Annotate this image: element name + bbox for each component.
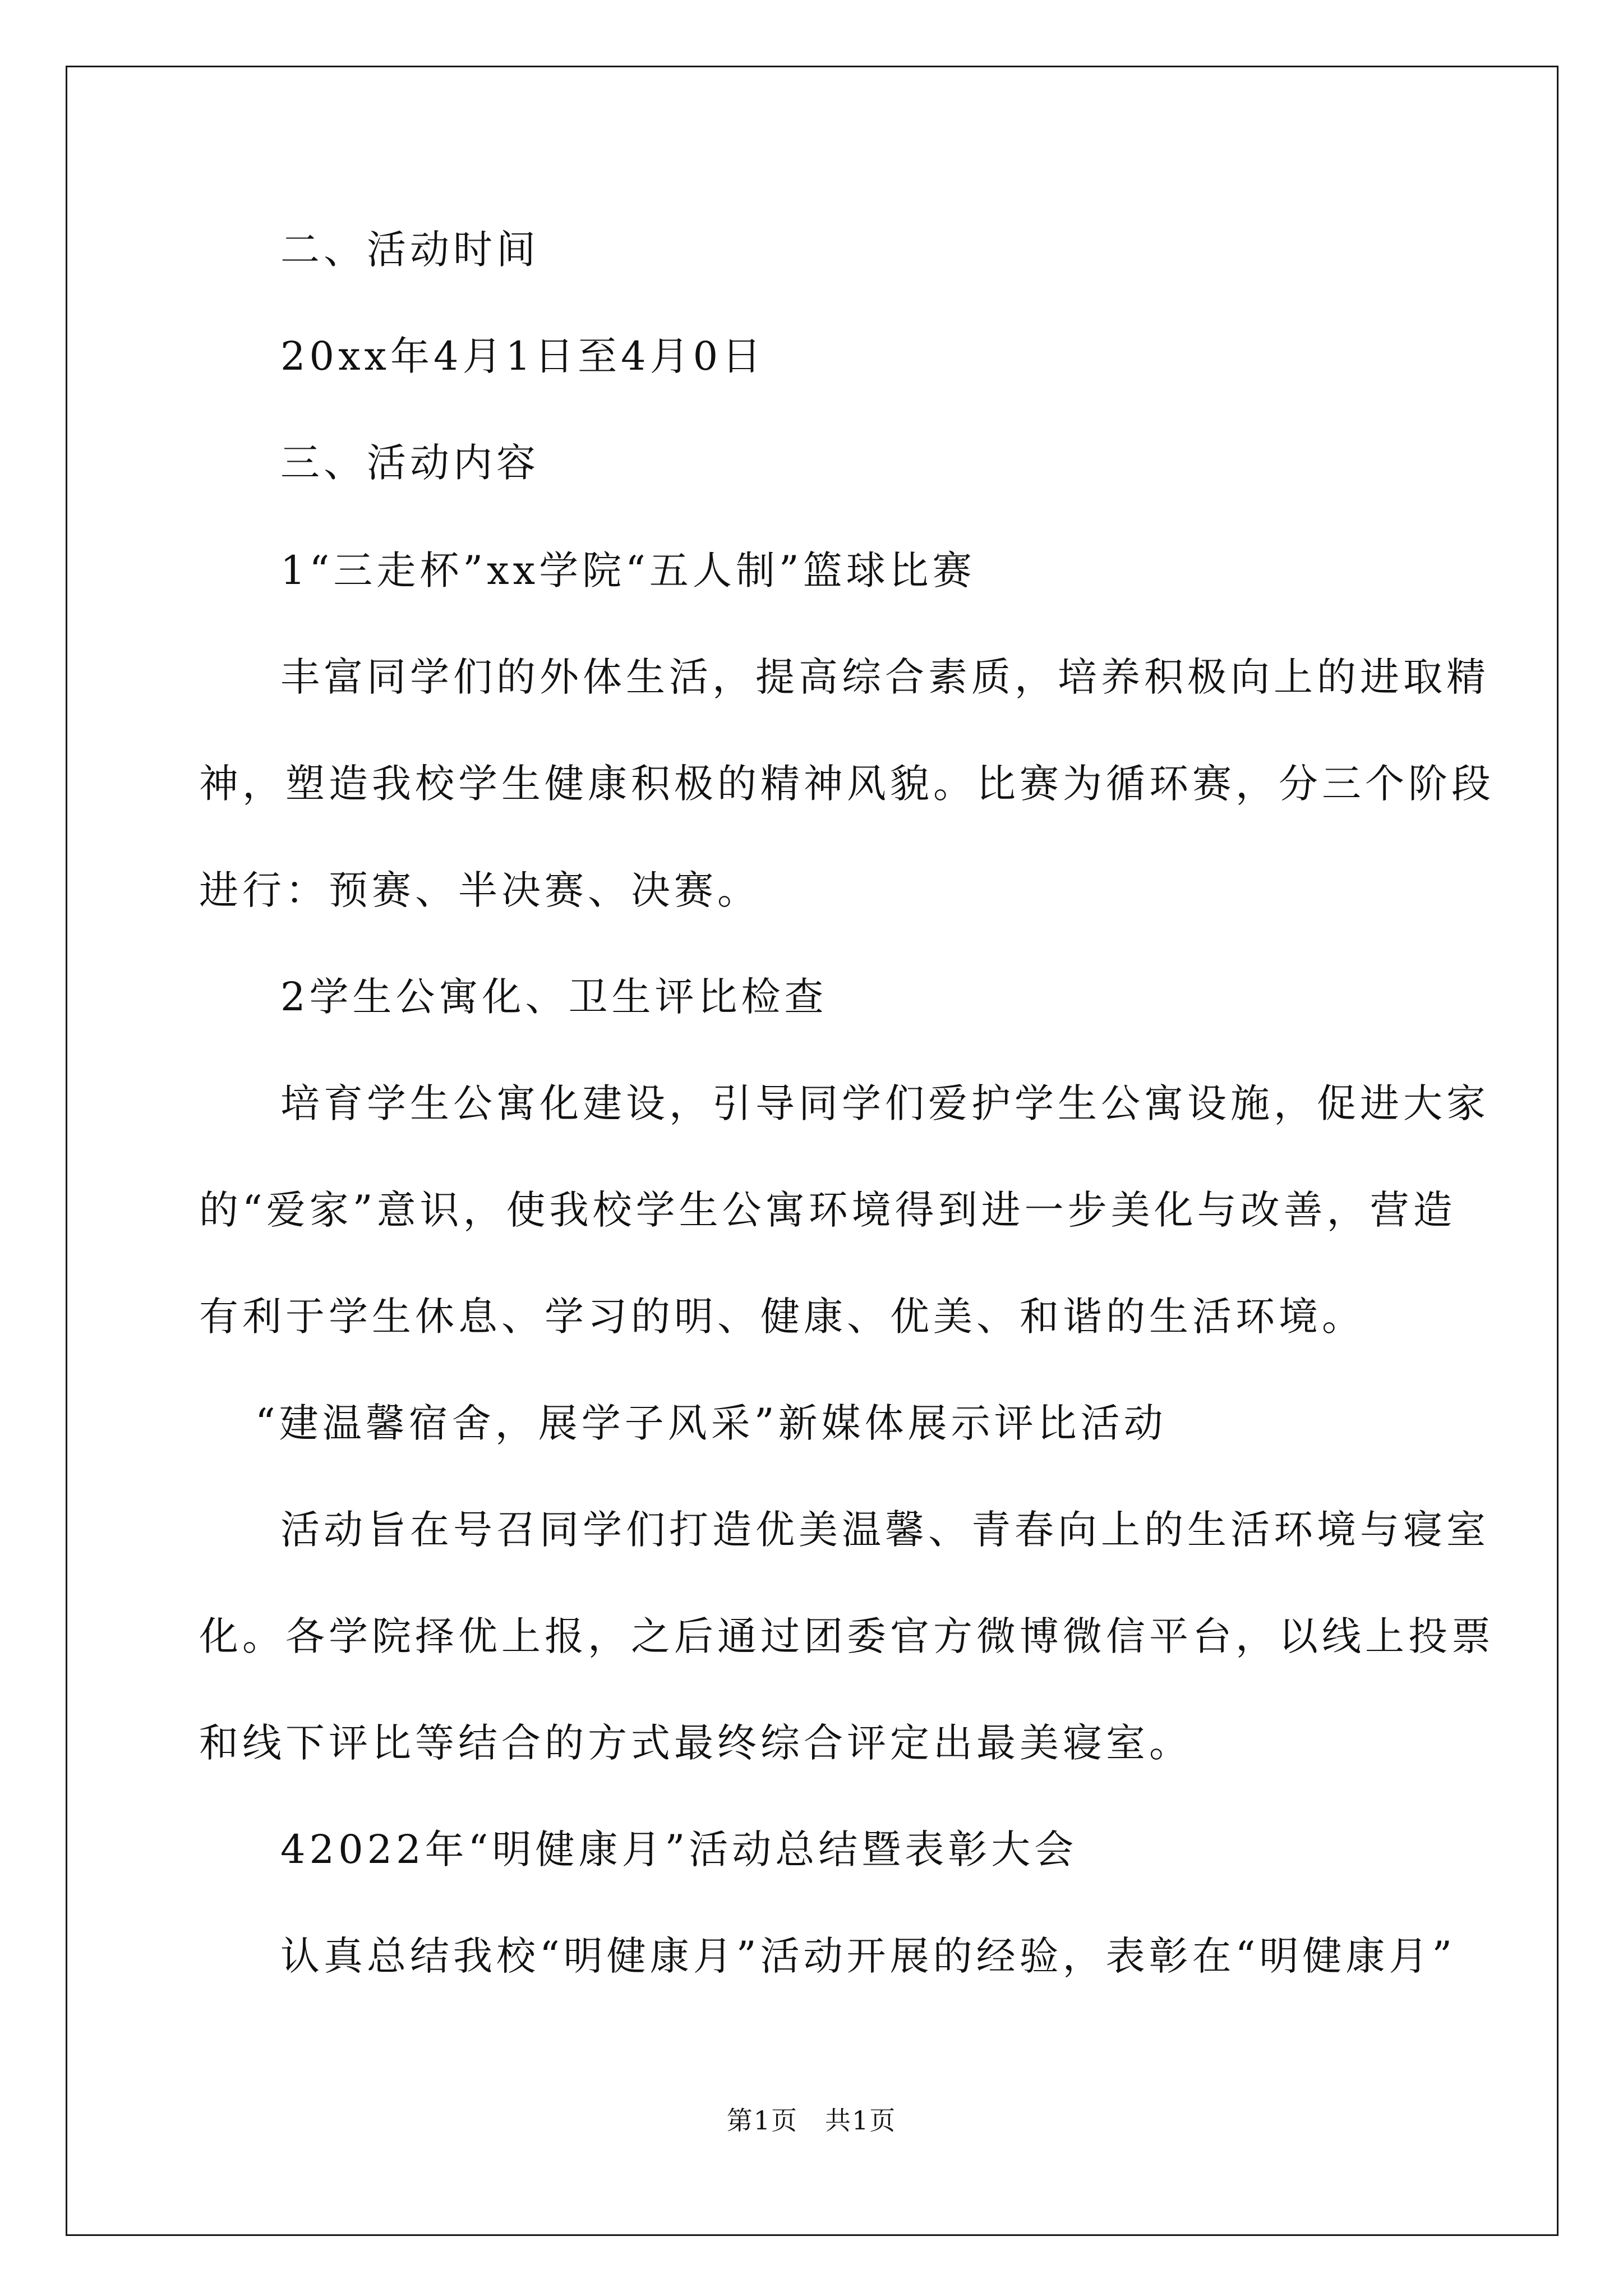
paragraph-date: 20xx年4月1日至4月0日 — [280, 333, 766, 379]
paragraph-line: 神，塑造我校学生健康积极的精神风貌。比赛为循环赛，分三个阶段 — [199, 761, 1495, 807]
page-number-footer: 第1页 共1页 — [726, 2105, 897, 2136]
item-heading-dormitory: 2学生公寓化、卫生评比检查 — [280, 974, 828, 1020]
item-heading-media: “建温馨宿舍，展学子风采”新媒体展示评比活动 — [255, 1400, 1167, 1446]
paragraph-line: 化。各学院择优上报，之后通过团委官方微博微信平台，以线上投票 — [199, 1613, 1495, 1659]
paragraph-line: 活动旨在号召同学们打造优美温馨、青春向上的生活环境与寝室 — [280, 1507, 1490, 1553]
paragraph-line: 认真总结我校“明健康月”活动开展的经验，表彰在“明健康月” — [280, 1933, 1456, 1979]
page-border — [66, 66, 1559, 2236]
paragraph-line: 进行：预赛、半决赛、决赛。 — [199, 867, 760, 913]
item-heading-basketball: 1“三走杯”xx学院“五人制”篮球比赛 — [280, 547, 976, 593]
paragraph-line: 培育学生公寓化建设，引导同学们爱护学生公寓设施，促进大家 — [280, 1080, 1490, 1126]
item-heading-summary: 42022年“明健康月”活动总结暨表彰大会 — [280, 1826, 1078, 1872]
section-heading-time: 二、活动时间 — [280, 227, 540, 273]
paragraph-line: 的“爱家”意识，使我校学生公寓环境得到进一步美化与改善，营造 — [199, 1187, 1456, 1233]
section-heading-content: 三、活动内容 — [280, 440, 540, 486]
paragraph-line: 丰富同学们的外体生活，提高综合素质，培养积极向上的进取精 — [280, 654, 1490, 700]
paragraph-line: 有利于学生休息、学习的明、健康、优美、和谐的生活环境。 — [199, 1294, 1365, 1340]
paragraph-line: 和线下评比等结合的方式最终综合评定出最美寝室。 — [199, 1720, 1192, 1766]
